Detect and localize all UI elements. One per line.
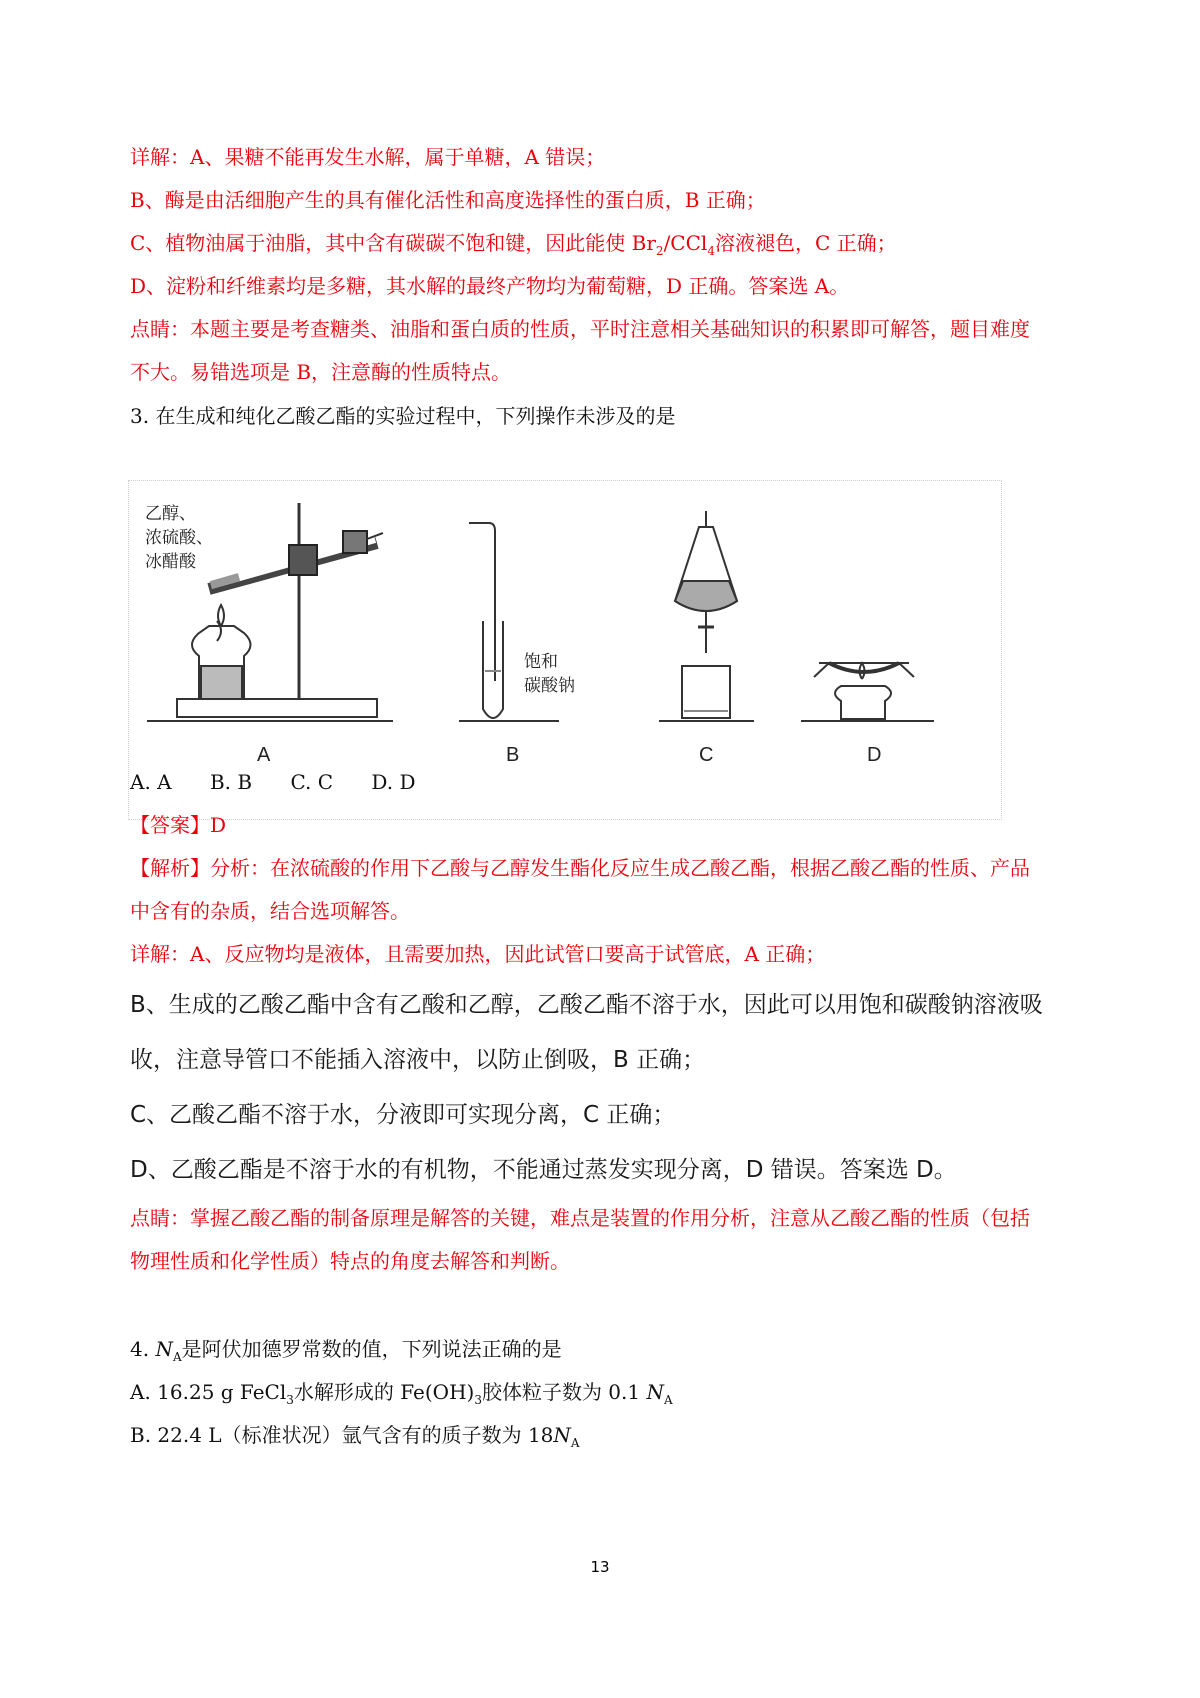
option-c: C. C: [290, 770, 334, 794]
comment-line-1: 点睛：本题主要是考查糖类、油脂和蛋白质的性质，平时注意相关基础知识的积累即可解答，题目难度: [130, 317, 1030, 341]
solution-label: 饱和: [524, 652, 558, 671]
comment-q3-line-1: 点睛：掌握乙酸乙酯的制备原理是解答的关键，难点是装置的作用分析，注意从乙酸乙酯的性质（包括: [130, 1206, 1030, 1230]
solution-line-c: [130, 228, 897, 266]
reagent-label: 冰醋酸: [145, 552, 196, 571]
analysis-line-1: 【解析】分析：在浓硫酸的作用下乙酸与乙醇发生酯化反应生成乙酸乙酯，根据乙酸乙酯的性质、产品: [130, 856, 1030, 880]
detail-line-b2: 收，注意导管口不能插入溶液中，以防止倒吸，B 正确；: [130, 1047, 706, 1073]
receiving-tube: [483, 621, 503, 718]
text-fragment: 胶体粒子数为 0.1: [481, 1380, 647, 1404]
options-row: [130, 767, 447, 797]
answer-line: 【答案】D: [130, 813, 227, 837]
stopper: [343, 531, 367, 553]
solution-line-d: D、淀粉和纤维素均是多糖，其水解的最终产物均为葡萄糖，D 正确。答案选 A。: [130, 274, 850, 298]
solution-line-b: B、酶是由活细胞产生的具有催化活性和高度选择性的蛋白质，B 正确；: [130, 188, 766, 212]
text-fragment: 水解形成的 Fe(OH): [293, 1380, 475, 1404]
comment-line-2: 不大。易错选项是 B，注意酶的性质特点。: [130, 360, 512, 384]
analysis-line-2: 中含有的杂质，结合选项解答。: [130, 899, 410, 923]
text-fragment: A. 16.25 g FeCl: [130, 1380, 287, 1404]
comment-q3-line-2: 物理性质和化学性质）特点的角度去解答和判断。: [130, 1249, 570, 1273]
subscript: A: [663, 1393, 673, 1407]
detail-line-a: 详解：A、反应物均是液体，且需要加热，因此试管口要高于试管底，A 正确；: [130, 942, 826, 966]
subscript: 3: [286, 1393, 294, 1407]
question-4-option-b: [130, 1420, 580, 1458]
constant-symbol: N: [155, 1337, 173, 1361]
question-4-stem: [130, 1334, 562, 1372]
subscript: 2: [655, 244, 664, 258]
text-fragment: /CCl: [663, 231, 708, 255]
solution-line-a: 详解：A、果糖不能再发生水解，属于单糖，A 错误；: [130, 145, 606, 169]
stand-base: [177, 699, 377, 717]
alcohol-lamp-d: [835, 686, 891, 719]
detail-line-d: D、乙酸乙酯是不溶于水的有机物，不能通过蒸发实现分离，D 错误。答案选 D。: [130, 1157, 957, 1183]
text-fragment: 是阿伏加德罗常数的值，下列说法正确的是: [181, 1337, 562, 1361]
lamp-wood-block: [201, 666, 242, 699]
panel-label-b: B: [506, 744, 520, 766]
question-4-option-a: [130, 1377, 673, 1415]
page-number: 13: [590, 1558, 610, 1576]
panel-label-d: D: [867, 744, 882, 766]
reagent-label: 浓硫酸、: [145, 528, 213, 547]
text-fragment: B. 22.4 L（标准状况）氩气含有的质子数为 18: [130, 1423, 554, 1447]
solution-label: 碳酸钠: [524, 676, 575, 695]
panel-label-c: C: [699, 744, 714, 766]
ring-arm-right: [899, 663, 914, 677]
constant-symbol: N: [646, 1380, 664, 1404]
reagent-label: 乙醇、: [145, 504, 196, 523]
constant-symbol: N: [553, 1423, 571, 1447]
option-d: D. D: [371, 770, 416, 794]
question-3-stem: 3. 在生成和纯化乙酸乙酯的实验过程中，下列操作未涉及的是: [130, 404, 676, 428]
text-fragment: 4.: [130, 1337, 156, 1361]
detail-line-c: C、乙酸乙酯不溶于水，分液即可实现分离，C 正确；: [130, 1102, 676, 1128]
subscript: 4: [707, 244, 715, 258]
text-fragment: C、植物油属于油脂，其中含有碳碳不饱和键，因此能使 Br: [130, 231, 656, 255]
subscript: A: [570, 1436, 580, 1450]
option-a: A. A: [130, 770, 172, 794]
funnel-liquid: [675, 581, 737, 611]
panel-label-a: A: [257, 744, 271, 766]
subscript: 3: [474, 1393, 482, 1407]
clamp: [289, 545, 317, 575]
text-fragment: 溶液褪色，C 正确；: [714, 231, 897, 255]
ring-arm-left: [814, 663, 829, 677]
subscript: A: [172, 1350, 182, 1364]
detail-line-b1: B、生成的乙酸乙酯中含有乙酸和乙醇，乙酸乙酯不溶于水，因此可以用饱和碳酸钠溶液吸: [130, 992, 1043, 1018]
option-b: B. B: [209, 770, 253, 794]
